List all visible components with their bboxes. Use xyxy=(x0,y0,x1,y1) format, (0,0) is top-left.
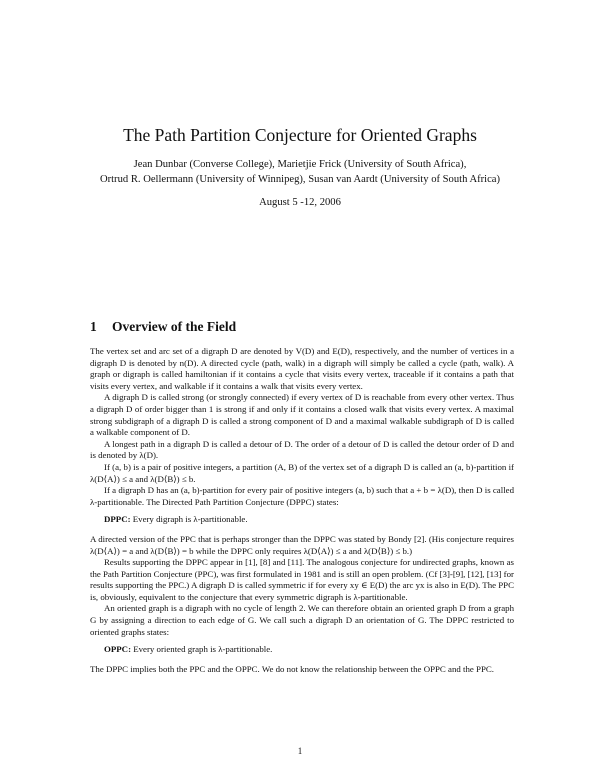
paragraph-results: Results supporting the DPPC appear in [1], [8] and [11]. The analogous conjecture for undirected graphs, known as the Path Partition Conjecture (PPC), was first formulated in 1981 and is still an open problem. (Cf [3]-[9], [12], [13] for results supporting the PPC.) A digraph D is called symmetric if for every xy ∈ E(D) the arc yx is also in E(D). The PPC is, obviously, equivalent to the conjecture that every symmetric digraph is λ-partitionable. xyxy=(90,557,514,602)
paragraph-strong: A digraph D is called strong (or strongly connected) if every vertex of D is reachable from every other vertex. Thus a digraph D of order bigger than 1 is strong if and only if it contains a closed walk that visits every vertex. A maximal strong subdigraph of a digraph D is called a strong component of D and a maximal walkable subdigraph of D is called a walkable component of D. xyxy=(90,392,514,438)
section-body xyxy=(90,346,514,675)
page-number: 1 xyxy=(297,746,303,756)
paragraph-definitions: The vertex set and arc set of a digraph D are denoted by V(D) and E(D), respectively, and the number of vertices in a digraph D is denoted by n(D). A directed cycle (path, walk) in a digraph will simply be called a cycle (path, walk). A graph or digraph is called hamiltonian if it contains a cycle that visits every vertex, traceable if it contains a path that visits every vertex, and walkable if it contains a walk that visits every vertex. xyxy=(90,346,514,391)
dppc-statement xyxy=(104,514,514,526)
section-number: 1 xyxy=(90,319,97,334)
paper-date: August 5 -12, 2006 xyxy=(259,197,341,208)
section-title: Overview of the Field xyxy=(112,319,237,334)
oppc-statement xyxy=(104,644,514,656)
section-heading xyxy=(90,318,236,336)
author-line-1: Jean Dunbar (Converse College), Marietjie Frick (University of South Africa), xyxy=(133,159,467,170)
paragraph-partition: If (a, b) is a pair of positive integers, a partition (A, B) of the vertex set of a digraph D is called an (a, b)-partition if λ(D⟨A⟩) ≤ a and λ(D⟨B⟩) ≤ b. xyxy=(90,461,514,484)
oppc-text: Every oriented graph is λ-partitionable. xyxy=(131,644,273,655)
paragraph-implications: The DPPC implies both the PPC and the OPPC. We do not know the relationship between the OPPC and the PPC. xyxy=(90,663,494,674)
paragraph-oriented: An oriented graph is a digraph with no cycle of length 2. We can therefore obtain an oriented graph D from a graph G by assigning a direction to each edge of G. We call such a digraph D an orientation of G. The DPPC restricted to oriented graphs states: xyxy=(90,603,514,637)
paragraph-bondy: A directed version of the PPC that is perhaps stronger than the DPPC was stated by Bondy [2]. (His conjecture requires λ(D⟨A⟩) = a and λ(D⟨B⟩) = b while the DPPC only requires λ(D⟨A⟩) ≤ a and λ(D⟨B⟩) ≤ b.) xyxy=(90,533,514,556)
paragraph-detour: A longest path in a digraph D is called a detour of D. The order of a detour of D is called the detour order of D and is denoted by λ(D). xyxy=(90,438,514,461)
dppc-label: DPPC: xyxy=(104,514,131,525)
paper-title: The Path Partition Conjecture for Oriented Graphs xyxy=(123,125,477,145)
dppc-text: Every digraph is λ-partitionable. xyxy=(130,514,248,525)
author-line-2: Ortrud R. Oellermann (University of Winnipeg), Susan van Aardt (University of South Africa) xyxy=(99,174,501,185)
oppc-label: OPPC: xyxy=(104,644,132,655)
author-list xyxy=(0,157,600,187)
paragraph-lambda-partitionable: If a digraph D has an (a, b)-partition for every pair of positive integers (a, b) such that a + b = λ(D), then D is called λ-partitionable. The Directed Path Partition Conjecture (DPPC) states: xyxy=(90,485,514,507)
